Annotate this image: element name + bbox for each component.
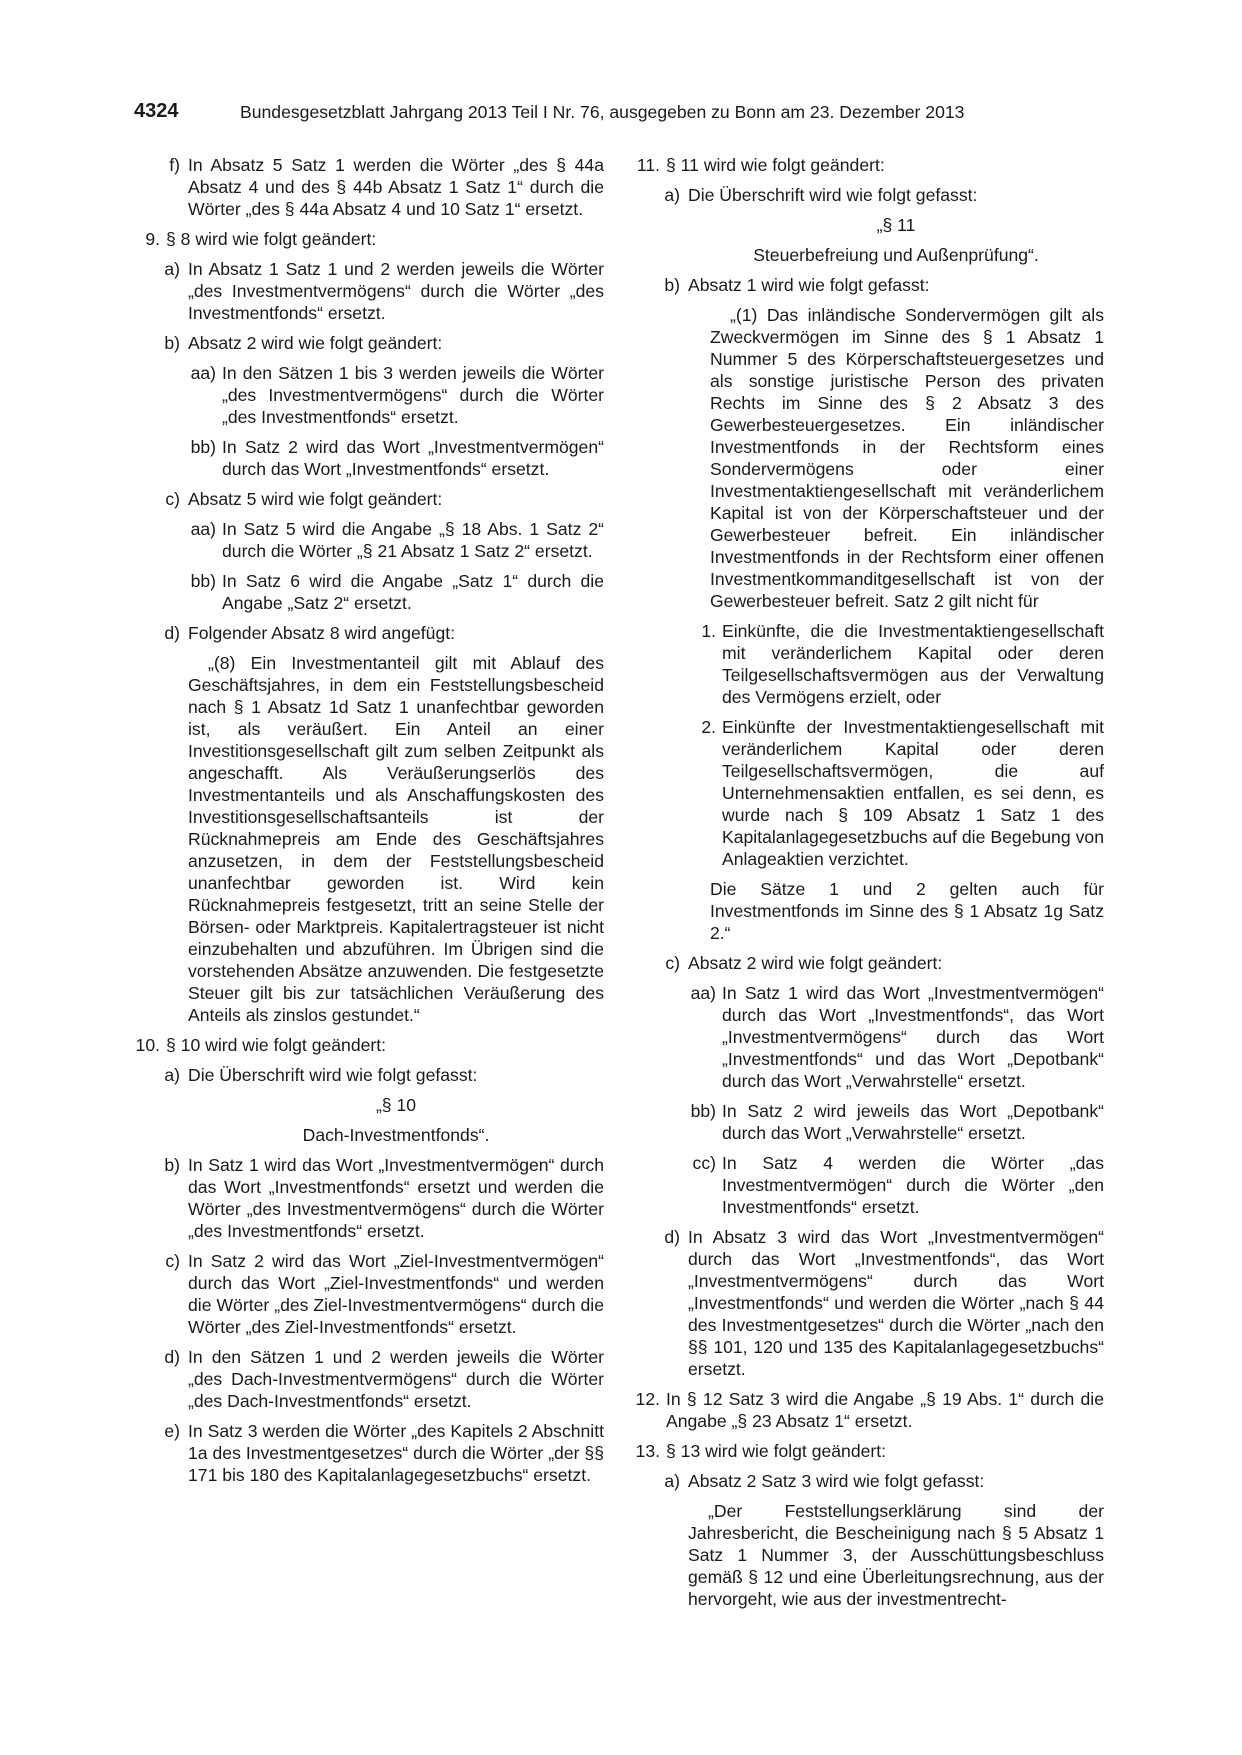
- list-item: d) Folgender Absatz 8 wird angefügt:: [164, 623, 456, 643]
- list-item: 1. Einkünfte, die die Investmentaktiengesellschaft mit veränderlichem Kapital oder deren Teilgesellschaftsvermögen aus der Verwaltung des Vermögens erzielt, oder: [701, 621, 1104, 707]
- list-item: b) Absatz 2 wird wie folgt geändert:: [164, 333, 443, 353]
- list-item: b) Absatz 1 wird wie folgt gefasst:: [664, 275, 930, 295]
- section-heading-title: Steuerbefreiung und Außenprüfung“.: [753, 245, 1039, 265]
- list-item: c) Absatz 2 wird wie folgt geändert:: [665, 953, 943, 973]
- list-item: a) Die Überschrift wird wie folgt gefasst:: [164, 1065, 478, 1085]
- list-item: bb) In Satz 2 wird das Wort „Investmentvermögen“ durch das Wort „Investmentfonds“ ersetzt.: [190, 437, 604, 479]
- list-item: aa) In Satz 1 wird das Wort „Investmentvermögen“ durch das Wort „Investmentfonds“, das Wort „Investmentvermögens“ durch das Wort „Investmentfonds“ und das Wort „Depotbank“ durch das Wort „Verwahrstelle“ ersetzt.: [690, 983, 1104, 1091]
- list-item: 12. In § 12 Satz 3 wird die Angabe „§ 19 Abs. 1“ durch die Angabe „§ 23 Absatz 1“ ersetzt.: [635, 1389, 1104, 1431]
- list-item: b) In Satz 1 wird das Wort „Investmentvermögen“ durch das Wort „Investmentfonds“ ersetzt und werden die Wörter „des Investmentvermögens“ durch die Wörter „des Investmentfonds“ ersetzt.: [164, 1155, 604, 1241]
- list-item: f) In Absatz 5 Satz 1 werden die Wörter „des § 44a Absatz 4 und des § 44b Absatz 1 Satz 1“ durch die Wörter „des § 44a Absatz 4 und 10 Satz 1“ ersetzt.: [169, 155, 604, 219]
- quoted-paragraph: „(8) Ein Investmentanteil gilt mit Ablauf des Geschäftsjahres, in dem ein Feststellungsbescheid nach § 1 Absatz 1d Satz 1 unanfechtbar geworden ist, als veräußert. Ein Anteil an einer Investitionsgesellschaft gilt zum selben Zeitpunkt als angeschafft. Als Veräußerungserlös des Investmentanteils und als Anschaffungskosten des Investitionsgesellschaftsanteils ist der Rücknahmepreis am Ende des Geschäftsjahres anzusetzen, in dem der Feststellungsbescheid unanfechtbar geworden ist. Wird kein Rücknahmepreis festgesetzt, tritt an seine Stelle der Börsen- oder Marktpreis. Kapitalertragsteuer ist nicht einzubehalten und abzuführen. Im Übrigen sind die vorstehenden Absätze anzuwenden. Die festgesetzte Steuer gilt bis zur tatsächlichen Veräußerung des Anteils als zinslos gestundet.“: [188, 653, 604, 1025]
- paragraph: Die Sätze 1 und 2 gelten auch für Investmentfonds im Sinne des § 1 Absatz 1g Satz 2.“: [710, 879, 1104, 943]
- page-number: 4324: [134, 100, 179, 122]
- list-item: e) In Satz 3 werden die Wörter „des Kapitels 2 Abschnitt 1a des Investmentgesetzes“ durch die Wörter „der §§ 171 bis 180 des Kapitalanlagegesetzbuchs“ ersetzt.: [164, 1421, 604, 1485]
- page-header: [134, 100, 1142, 126]
- list-item: 2. Einkünfte der Investmentaktiengesellschaft mit veränderlichem Kapital oder deren Teilgesellschaftsvermögen, die auf Unternehmensaktien entfallen, es sei denn, es wurde nach § 109 Absatz 1 Satz 1 des Kapitalanlagegesetzbuchs auf die Begebung von Anlageaktien verzichtet.: [701, 717, 1104, 869]
- list-item: 10. § 10 wird wie folgt geändert:: [135, 1035, 387, 1055]
- quoted-paragraph: „(1) Das inländische Sondervermögen gilt als Zweckvermögen im Sinne des § 1 Absatz 1 Nummer 5 des Körperschaftsteuergesetzes und als sonstige juristische Person des privaten Rechts im Sinne des § 2 Absatz 3 des Gewerbesteuergesetzes. Ein inländischer Investmentfonds in der Rechtsform eines Sondervermögens oder einer Investmentaktiengesellschaft mit veränderlichem Kapital ist von der Körperschaftsteuer und der Gewerbesteuer befreit. Ein inländischer Investmentfonds in der Rechtsform einer offenen Investmentkommanditgesellschaft ist von der Gewerbesteuer befreit. Satz 2 gilt nicht für: [710, 305, 1104, 611]
- list-item: d) In den Sätzen 1 und 2 werden jeweils die Wörter „des Dach-Investmentvermögens“ durch die Wörter „des Dach-Investmentfonds“ ersetzt.: [164, 1347, 604, 1411]
- left-column: [134, 154, 604, 1494]
- right-column: [634, 154, 1104, 1618]
- list-item: cc) In Satz 4 werden die Wörter „das Investmentvermögen“ durch die Wörter „den Investmentfonds“ ersetzt.: [692, 1153, 1104, 1217]
- list-item: a) Die Überschrift wird wie folgt gefasst:: [664, 185, 978, 205]
- list-item: aa) In Satz 5 wird die Angabe „§ 18 Abs. 1 Satz 2“ durch die Wörter „§ 21 Absatz 1 Satz 2“ ersetzt.: [190, 519, 604, 561]
- section-heading: „§ 10: [375, 1095, 417, 1115]
- list-item: aa) In den Sätzen 1 bis 3 werden jeweils die Wörter „des Investmentvermögens“ durch die Wörter „des Investmentfonds“ ersetzt.: [190, 363, 604, 427]
- list-item: a) In Absatz 1 Satz 1 und 2 werden jeweils die Wörter „des Investmentvermögens“ durch die Wörter „des Investmentfonds“ ersetzt.: [164, 259, 604, 323]
- list-item: bb) In Satz 6 wird die Angabe „Satz 1“ durch die Angabe „Satz 2“ ersetzt.: [190, 571, 604, 613]
- list-item: d) In Absatz 3 wird das Wort „Investmentvermögen“ durch das Wort „Investmentfonds“, das Wort „Investmentvermögens“ durch das Wort „Investmentfonds“ und werden die Wörter „nach § 44 des Investmentgesetzes“ durch die Wörter „nach den §§ 101, 120 und 135 des Kapitalanlagegesetzbuchs“ ersetzt.: [664, 1227, 1104, 1379]
- gazette-title: Bundesgesetzblatt Jahrgang 2013 Teil I Nr. 76, ausgegeben zu Bonn am 23. Dezember 2013: [240, 102, 965, 122]
- list-item: a) Absatz 2 Satz 3 wird wie folgt gefasst:: [664, 1471, 985, 1491]
- list-item: 13. § 13 wird wie folgt geändert:: [635, 1441, 887, 1461]
- list-item: 11. § 11 wird wie folgt geändert:: [636, 155, 885, 175]
- list-item: 9. § 8 wird wie folgt geändert:: [145, 229, 377, 249]
- section-heading: „§ 11: [876, 215, 916, 235]
- section-heading-title: Dach-Investmentfonds“.: [302, 1125, 490, 1145]
- list-item: bb) In Satz 2 wird jeweils das Wort „Depotbank“ durch das Wort „Verwahrstelle“ ersetzt.: [690, 1101, 1104, 1143]
- list-item: c) In Satz 2 wird das Wort „Ziel-Investmentvermögen“ durch das Wort „Ziel-Investmentfonds“ und werden die Wörter „des Ziel-Investmentvermögens“ durch die Wörter „des Ziel-Investmentfonds“ ersetzt.: [165, 1251, 604, 1337]
- list-item: c) Absatz 5 wird wie folgt geändert:: [165, 489, 443, 509]
- quoted-paragraph: „Der Feststellungserklärung sind der Jahresbericht, die Bescheinigung nach § 5 Absatz 1 Satz 1 Nummer 3, der Ausschüttungsbeschluss gemäß § 12 und eine Überleitungsrechnung, aus der hervorgeht, wie aus der investmentrecht-: [688, 1501, 1104, 1609]
